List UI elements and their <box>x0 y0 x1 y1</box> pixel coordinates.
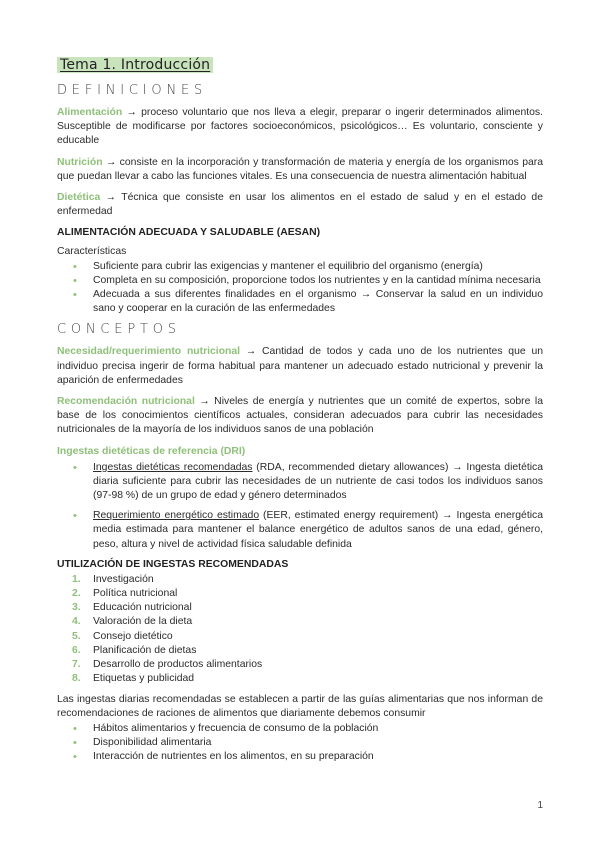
concept-recomendacion <box>57 395 543 438</box>
dri-term: Requerimiento energético estimado <box>93 510 260 522</box>
conceptos-heading: CONCEPTOS <box>57 322 181 338</box>
list-item: 1. Investigación <box>72 573 154 585</box>
list-item <box>57 461 543 504</box>
dri-list <box>57 461 543 552</box>
concept-necesidad <box>57 345 543 388</box>
aesan-label: Características <box>57 246 127 258</box>
concept-text: → Niveles de energía y nutrientes que un comité de expertos, sobre la base de los conocimientos científicos actuales, consideran adecuados para cubrir las necesidades nutricionales de la mayoría de los individuos sanos de una población <box>57 396 543 436</box>
definition-alimentacion <box>57 106 543 149</box>
list-item: • Suficiente para cubrir las exigencias y mantener el equilibrio del organismo (energía) <box>57 260 543 274</box>
utilizacion-bullets <box>57 722 543 765</box>
list-item: 8. Etiquetas y publicidad <box>72 673 195 685</box>
dri-term: Ingestas dietéticas recomendadas <box>93 461 253 473</box>
aesan-list <box>57 260 543 317</box>
definiciones-heading: DEFINICIONES <box>57 83 208 98</box>
dri-text: (RDA, recommended dietary allowances) → Ingesta dietética diaria suficiente para cubrir las necesidades de un nutriente de casi todos los individuos sanos (97-98 %) de un grupo de edad y género determinados <box>93 461 544 502</box>
definition-text: → proceso voluntario que nos lleva a elegir, preparar o ingerir determinados alimentos. Susceptible de modificarse por factores socioeconómicos, psicológicos… Es voluntario, consciente y educable <box>57 107 543 147</box>
utilizacion-list <box>57 573 543 687</box>
dri-text: (EER, estimated energy requirement) → Ingesta energética media estimada para mantener el balance energético de adultos sanos de una edad, género, peso, altura y nivel de actividad física saludable definida <box>93 510 543 550</box>
definition-term: Alimentación <box>57 107 123 118</box>
list-item: • Interacción de nutrientes en los alimentos, en su preparación <box>57 750 543 764</box>
definition-dietetica <box>57 191 543 219</box>
list-item <box>57 509 543 552</box>
concept-term: Recomendación nutricional <box>57 396 195 408</box>
list-item: 3. Educación nutricional <box>72 602 192 614</box>
list-item: 4. Valoración de la dieta <box>72 616 193 628</box>
list-item: 6. Planificación de dietas <box>72 644 197 656</box>
definition-nutricion <box>57 156 543 184</box>
page-number: 1 <box>537 800 543 811</box>
list-item: • Hábitos alimentarios y frecuencia de consumo de la población <box>57 722 543 736</box>
document-page <box>57 56 543 771</box>
aesan-heading: ALIMENTACIÓN ADECUADA Y SALUDABLE (AESAN) <box>57 227 321 239</box>
utilizacion-heading: UTILIZACIÓN DE INGESTAS RECOMENDADAS <box>57 558 289 570</box>
concept-term: Necesidad/requerimiento nutricional <box>57 346 241 358</box>
list-item: 7. Desarrollo de productos alimentarios <box>72 659 263 671</box>
list-item: 2. Política nutricional <box>72 588 178 600</box>
definition-term: Nutrición <box>57 156 103 168</box>
list-item: • Adecuada a sus diferentes finalidades en el organismo → Conservar la salud en un individuo sano y cooperar en la curación de las enfermedades <box>57 288 543 316</box>
definition-text: → Técnica que consiste en usar los alimentos en el estado de salud y en el estado de enfermedad <box>57 192 543 218</box>
list-item: • Disponibilidad alimentaria <box>57 736 543 750</box>
list-item: • Completa en su composición, proporcione todos los nutrientes y en la cantidad mínima necesaria <box>57 274 543 288</box>
dri-heading: Ingestas dietéticas de referencia (DRI) <box>57 445 246 457</box>
definition-term: Dietética <box>57 192 101 204</box>
list-item: 5. Consejo dietético <box>72 630 173 642</box>
definition-text: → consiste en la incorporación y transformación de materia y energía de los organismos para que puedan llevar a cabo las funciones vitales. Es una consecuencia de nuestra alimentación habitual <box>57 156 543 182</box>
concept-text: → Cantidad de todos y cada uno de los nutrientes que un individuo precisa ingerir de forma habitual para mantener un adecuado estado nutricional y prevenir la aparición de enfermedades <box>57 346 543 386</box>
utilizacion-paragraph: Las ingestas diarias recomendadas se establecen a partir de las guías alimentarias que nos informan de recomendaciones de raciones de alimentos que diariamente debemos consumir <box>57 693 543 719</box>
page-title: Tema 1. Introducción <box>57 57 213 73</box>
